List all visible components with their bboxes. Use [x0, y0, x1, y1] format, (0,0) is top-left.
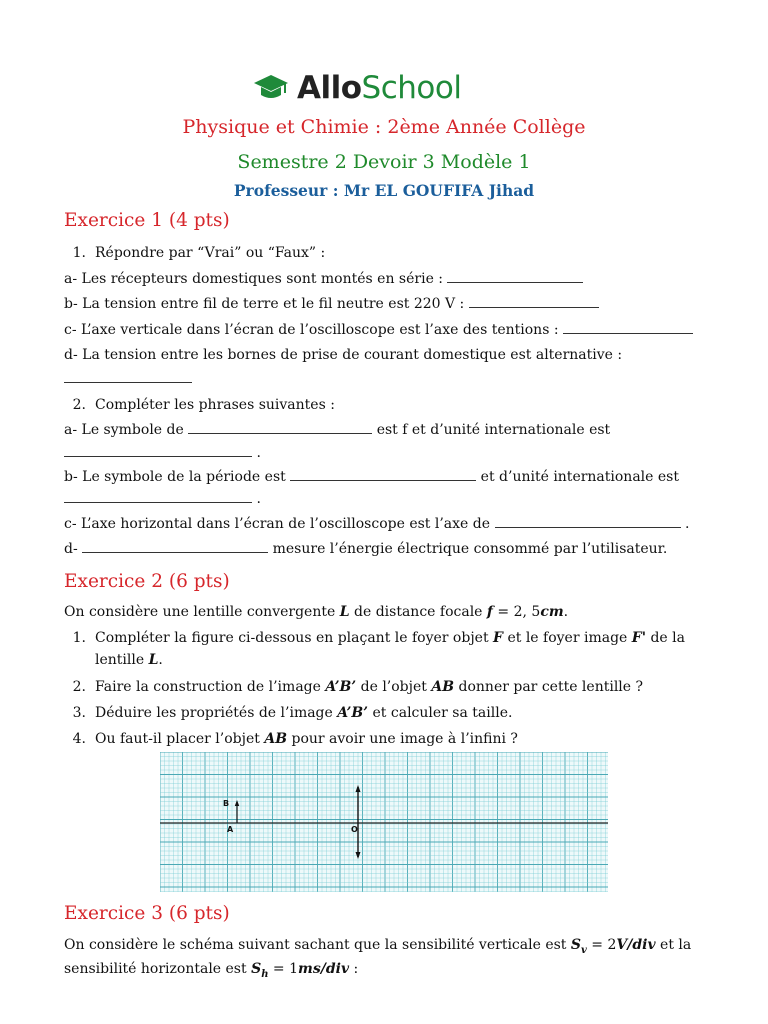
text: de distance focale	[354, 604, 483, 620]
math-f: f	[486, 604, 493, 620]
text: donner par cette lentille ?	[458, 679, 644, 695]
item-text: d- La tension entre les bornes de prise de courant domestique est alternative :	[64, 347, 623, 363]
math-L: L	[339, 604, 350, 620]
answer-blank[interactable]	[290, 468, 476, 481]
ex1-item-a	[64, 270, 583, 288]
ex1-item-a2-answer	[64, 444, 261, 462]
item-text: b- Le symbole de la période est	[64, 469, 286, 485]
end-dot: .	[256, 491, 261, 507]
ex2-intro	[64, 603, 568, 621]
item-text: mesure l’énergie électrique consommé par l’utilisateur.	[272, 541, 668, 557]
ex1-item-b2	[64, 468, 679, 486]
logo-text	[297, 70, 461, 106]
math-AB: AB	[264, 731, 288, 747]
label-A: A	[227, 825, 234, 834]
math-unit: V/div	[616, 937, 656, 953]
item-text: d-	[64, 541, 78, 557]
ex3-line-2	[64, 960, 358, 984]
ex3-line-1	[64, 936, 691, 960]
answer-blank[interactable]	[64, 370, 192, 383]
math-unit: ms/div	[298, 961, 350, 977]
math-AB: AB	[431, 679, 455, 695]
text: Compléter la figure ci-dessous en plaçant le foyer objet	[95, 630, 489, 646]
ex2-question-2	[64, 678, 643, 696]
math-S: S	[251, 961, 262, 977]
text: Déduire les propriétés de l’image	[95, 705, 333, 721]
math-eq: = 1	[268, 961, 299, 977]
end-dot: .	[256, 445, 261, 461]
document-subtitle: Semestre 2 Devoir 3 Modèle 1	[237, 151, 531, 173]
item-text: c- L’axe horizontal dans l’écran de l’oscilloscope est l’axe de	[64, 516, 491, 532]
ex1-item-d2	[64, 540, 667, 558]
math-L: L	[148, 652, 159, 668]
text: et le foyer image	[507, 630, 628, 646]
teacher-name: Professeur : Mr EL GOUFIFA Jihad	[233, 181, 535, 200]
math-F: F	[493, 630, 503, 646]
text: de la	[650, 630, 685, 646]
answer-blank[interactable]	[82, 540, 268, 553]
text: sensibilité horizontale est	[64, 961, 247, 977]
alloschool-logo	[0, 66, 768, 110]
ex1-question-2	[64, 396, 335, 414]
text: et calculer sa taille.	[372, 705, 513, 721]
math-ApBp: A’B’	[337, 705, 369, 721]
text: pour avoir une image à l’infini ?	[291, 731, 518, 747]
answer-blank[interactable]	[64, 444, 252, 457]
question-number: 1.	[72, 630, 86, 646]
math-cm: cm	[540, 604, 564, 620]
question-number: 1.	[72, 245, 86, 261]
question-text: Compléter les phrases suivantes :	[95, 397, 335, 413]
item-text: a- Les récepteurs domestiques sont montés en série :	[64, 271, 444, 287]
item-text: et d’unité internationale est	[480, 469, 679, 485]
answer-blank[interactable]	[447, 270, 583, 283]
ex2-question-4	[64, 730, 518, 748]
ex2-question-3	[64, 704, 512, 722]
exercise-3-title: Exercice 3 (6 pts)	[64, 903, 230, 924]
exercise-1-title: Exercice 1 (4 pts)	[64, 210, 230, 231]
answer-blank[interactable]	[188, 421, 372, 434]
math-ApBp: A’B’	[325, 679, 357, 695]
logo-bold-part: Allo	[297, 70, 362, 106]
label-O: O	[351, 825, 358, 834]
ex2-question-1-cont	[95, 651, 163, 669]
label-B: B	[223, 799, 230, 808]
math-eq: = 2	[586, 937, 617, 953]
ex2-question-1	[64, 629, 685, 647]
question-number: 2.	[72, 679, 86, 695]
question-number: 3.	[72, 705, 86, 721]
text: On considère le schéma suivant sachant que la sensibilité verticale est	[64, 937, 567, 953]
text: et la	[660, 937, 692, 953]
ex1-item-b	[64, 295, 599, 313]
math-S: S	[570, 937, 581, 953]
answer-blank[interactable]	[64, 490, 252, 503]
ex1-item-c2	[64, 515, 689, 533]
question-number: 2.	[72, 397, 86, 413]
text: lentille	[95, 652, 145, 668]
ex1-item-d-answer	[64, 370, 192, 388]
end-dot: .	[684, 516, 690, 532]
question-number: 4.	[72, 731, 86, 747]
logo-light-part: School	[361, 70, 462, 106]
math-sub: h	[261, 968, 269, 980]
item-text: c- L’axe verticale dans l’écran de l’oscilloscope est l’axe des tentions :	[64, 322, 559, 338]
document-title: Physique et Chimie : 2ème Année Collège	[182, 116, 586, 138]
exercise-2-title: Exercice 2 (6 pts)	[64, 571, 230, 592]
math-Fp: F'	[631, 630, 647, 646]
text: On considère une lentille convergente	[64, 604, 336, 620]
graduation-cap-icon	[253, 73, 289, 103]
text: :	[353, 961, 359, 977]
item-text: a- Le symbole de	[64, 422, 184, 438]
answer-blank[interactable]	[469, 295, 599, 308]
ex1-item-c	[64, 321, 693, 339]
graph-paper-grid	[160, 752, 608, 892]
item-text: b- La tension entre fil de terre et le fil neutre est 220 V :	[64, 296, 465, 312]
text: .	[158, 652, 163, 668]
question-text: Répondre par “Vrai” ou “Faux” :	[95, 245, 326, 261]
math-eq: = 2, 5	[492, 604, 541, 620]
math-sub: v	[581, 944, 587, 956]
answer-blank[interactable]	[495, 515, 681, 528]
lens-grid-figure	[160, 752, 608, 892]
ex1-item-a2	[64, 421, 610, 439]
text: .	[563, 604, 569, 620]
ex1-item-d	[64, 346, 622, 364]
text: Faire la construction de l’image	[95, 679, 321, 695]
answer-blank[interactable]	[563, 321, 693, 334]
item-text: est f et d’unité internationale est	[376, 422, 611, 438]
text: Ou faut-il placer l’objet	[95, 731, 260, 747]
ex1-question-1	[64, 244, 325, 262]
text: de l’objet	[360, 679, 427, 695]
ex1-item-b2-answer	[64, 490, 261, 508]
